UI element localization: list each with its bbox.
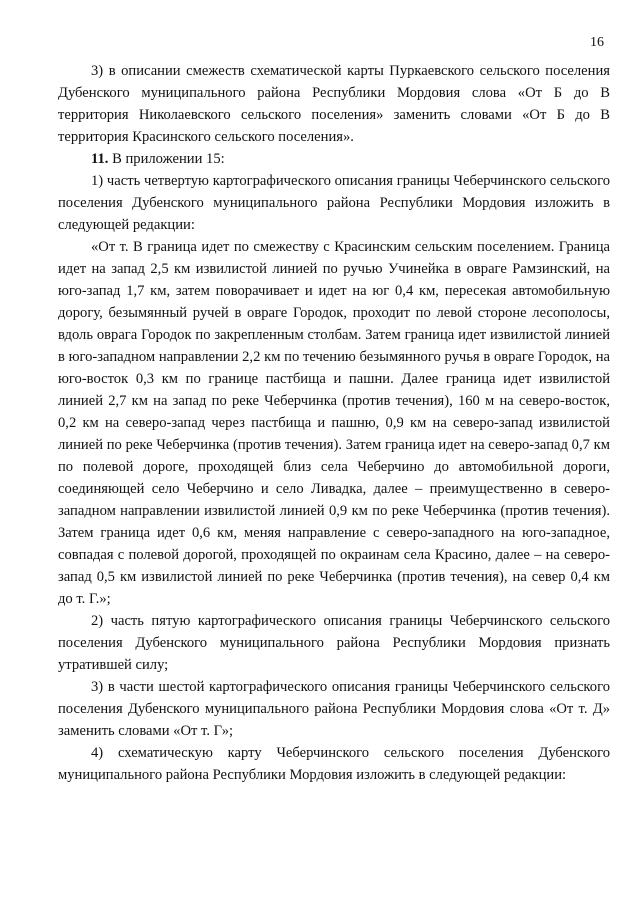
paragraph-subitem-2: 2) часть пятую картографического описания границы Чеберчинского сельского поселения Дубенского муниципального района Республики Мордовия признать утратившей силу; [58,613,610,673]
paragraph-subitem-3: 3) в части шестой картографического описания границы Чеберчинского сельского поселения Дубенского муниципального района Республики Мордовия слова «От т. Д» заменить словами «От т. Г»; [58,679,610,739]
paragraph-subitem-4: 4) схематическую карту Чеберчинского сельского поселения Дубенского муниципального района Республики Мордовия изложить в следующей редакции: [58,745,610,783]
document-body [58,60,610,786]
paragraph-subitem-1: 1) часть четвертую картографического описания границы Чеберчинского сельского поселения Дубенского муниципального района Республики Мордовия изложить в следующей редакции: [58,173,610,233]
item-11-text: В приложении 15: [108,151,225,167]
paragraph-boundary-description: «От т. В граница идет по смежеству с Красинским сельским поселением. Граница идет на запад 2,5 км извилистой линией по ручью Учинейка в овраге Рамзинский, на юго-запад 1,7 км, затем поворачивает и идет на юг 0,4 км, пересекая автомобильную дорогу, безымянный ручей в овраге Городок, проходит по левой стороне лесополосы, вдоль оврага Городок по закрепленным столбам. Затем граница идет извилистой линией в юго-западном направлении 2,2 км по течению безымянного ручья в овраге Городок, на юго-восток 0,3 км по границе пастбища и пашни. Далее граница идет извилистой линией 2,7 км на запад по реке Чеберчинка (против течения), 160 м на северо-восток, 0,2 км на северо-запад через пастбища и пашню, 0,9 км на северо-запад извилистой линией по реке Чеберчинка (против течения). Затем граница идет на северо-запад 0,7 км по полевой дороге, проходящей близ села Чеберчино до автомобильной дороги, соединяющей село Чеберчино и село Ливадка, далее – преимущественно в северо-западном направлении извилистой линией 0,9 км по реке Чеберчинка (против течения). Затем граница идет 0,6 км, меняя направление с северо-западного на юго-западное, совпадая с полевой дорогой, проходящей по окраинам села Красино, далее – на северо-запад 0,5 км извилистой линией по реке Чеберчинка (против течения), на север 0,4 км до т. Г.»; [58,239,610,607]
paragraph-item-3-smezhestva: 3) в описании смежеств схематической карты Пуркаевского сельского поселения Дубенского муниципального района Республики Мордовия слова «От Б до В территория Николаевского сельского поселения» заменить словами «От Б до В территория Красинского сельского поселения». [58,63,610,145]
paragraph-item-11-heading [58,148,610,170]
item-number-11: 11. [91,151,109,167]
page-number: 16 [590,35,604,50]
